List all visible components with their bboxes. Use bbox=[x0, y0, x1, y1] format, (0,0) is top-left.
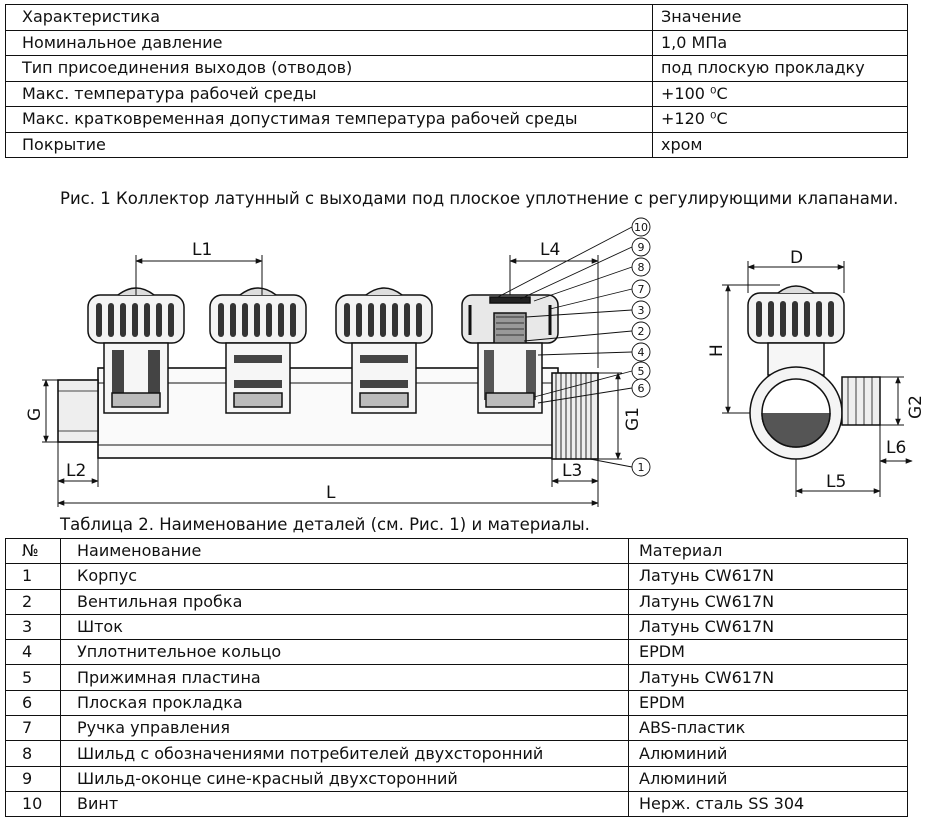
part-name: Плоская прокладка bbox=[61, 690, 629, 715]
specification-table bbox=[5, 4, 908, 158]
table-row bbox=[6, 30, 908, 56]
label-H: H bbox=[707, 344, 727, 357]
part-name: Шток bbox=[61, 614, 629, 639]
callout-1: 1 bbox=[637, 461, 645, 474]
part-num: 9 bbox=[6, 766, 61, 791]
part-material: Алюминий bbox=[629, 741, 908, 766]
callout-2: 2 bbox=[637, 325, 645, 338]
part-num: 5 bbox=[6, 665, 61, 690]
part-material: Латунь CW617N bbox=[629, 564, 908, 589]
part-num: 1 bbox=[6, 564, 61, 589]
callout-8: 8 bbox=[637, 261, 645, 274]
spec-name: Макс. кратковременная допустимая температура рабочей среды bbox=[6, 107, 653, 133]
spec-value: +100 ⁰С bbox=[653, 81, 908, 107]
label-L6: L6 bbox=[886, 438, 907, 458]
part-material: Латунь CW617N bbox=[629, 614, 908, 639]
table-row bbox=[6, 640, 908, 665]
part-material: Нерж. сталь SS 304 bbox=[629, 791, 908, 816]
callout-7: 7 bbox=[637, 283, 645, 296]
label-D: D bbox=[790, 248, 804, 268]
label-G2: G2 bbox=[906, 395, 926, 419]
table-header-row bbox=[6, 539, 908, 564]
part-num: 4 bbox=[6, 640, 61, 665]
part-num: 8 bbox=[6, 741, 61, 766]
part-name: Вентильная пробка bbox=[61, 589, 629, 614]
part-num: 10 bbox=[6, 791, 61, 816]
table-row bbox=[6, 766, 908, 791]
spec-name: Характеристика bbox=[6, 5, 653, 31]
part-material: Латунь CW617N bbox=[629, 665, 908, 690]
part-name: Шильд-оконце сине-красный двухсторонний bbox=[61, 766, 629, 791]
header-name: Наименование bbox=[61, 539, 629, 564]
label-L: L bbox=[326, 483, 336, 503]
spec-value: Значение bbox=[653, 5, 908, 31]
table-row bbox=[6, 741, 908, 766]
table-row bbox=[6, 589, 908, 614]
part-material: Алюминий bbox=[629, 766, 908, 791]
part-material: ABS-пластик bbox=[629, 716, 908, 741]
callout-10: 10 bbox=[634, 221, 648, 234]
header-num: № bbox=[6, 539, 61, 564]
part-material: EPDM bbox=[629, 640, 908, 665]
label-G: G bbox=[25, 407, 45, 421]
table-row bbox=[6, 665, 908, 690]
callout-9: 9 bbox=[637, 241, 645, 254]
spec-name: Номинальное давление bbox=[6, 30, 653, 56]
spec-value: под плоскую прокладку bbox=[653, 56, 908, 82]
part-name: Винт bbox=[61, 791, 629, 816]
spec-name: Тип присоединения выходов (отводов) bbox=[6, 56, 653, 82]
figure-caption: Рис. 1 Коллектор латунный с выходами под плоское уплотнение с регулирующими клапанами. bbox=[60, 189, 899, 208]
part-num: 7 bbox=[6, 716, 61, 741]
parts-table bbox=[5, 538, 908, 817]
part-name: Прижимная пластина bbox=[61, 665, 629, 690]
part-num: 2 bbox=[6, 589, 61, 614]
parts-table-caption: Таблица 2. Наименование деталей (см. Рис. 1) и материалы. bbox=[60, 515, 590, 534]
spec-value: хром bbox=[653, 132, 908, 158]
header-material: Материал bbox=[629, 539, 908, 564]
part-material: EPDM bbox=[629, 690, 908, 715]
label-L1: L1 bbox=[192, 240, 213, 260]
spec-name: Макс. температура рабочей среды bbox=[6, 81, 653, 107]
callout-4: 4 bbox=[637, 346, 645, 359]
callout-5: 5 bbox=[637, 365, 645, 378]
table-row bbox=[6, 56, 908, 82]
spec-value: +120 ⁰С bbox=[653, 107, 908, 133]
spec-value: 1,0 МПа bbox=[653, 30, 908, 56]
callout-6: 6 bbox=[637, 382, 645, 395]
label-L5: L5 bbox=[826, 472, 847, 492]
label-L3: L3 bbox=[562, 461, 583, 481]
table-row bbox=[6, 5, 908, 31]
table-row bbox=[6, 107, 908, 133]
part-num: 3 bbox=[6, 614, 61, 639]
spec-name: Покрытие bbox=[6, 132, 653, 158]
table-row bbox=[6, 690, 908, 715]
table-row bbox=[6, 791, 908, 816]
part-name: Ручка управления bbox=[61, 716, 629, 741]
manifold-drawing bbox=[0, 205, 927, 515]
label-L2: L2 bbox=[66, 461, 87, 481]
part-name: Шильд с обозначениями потребителей двухсторонний bbox=[61, 741, 629, 766]
table-row bbox=[6, 132, 908, 158]
part-num: 6 bbox=[6, 690, 61, 715]
side-view bbox=[748, 286, 880, 459]
part-name: Уплотнительное кольцо bbox=[61, 640, 629, 665]
part-name: Корпус bbox=[61, 564, 629, 589]
callout-3: 3 bbox=[637, 304, 645, 317]
table-row bbox=[6, 81, 908, 107]
table-row bbox=[6, 614, 908, 639]
part-material: Латунь CW617N bbox=[629, 589, 908, 614]
table-row bbox=[6, 716, 908, 741]
table-row bbox=[6, 564, 908, 589]
label-G1: G1 bbox=[623, 407, 643, 431]
label-L4: L4 bbox=[540, 240, 561, 260]
